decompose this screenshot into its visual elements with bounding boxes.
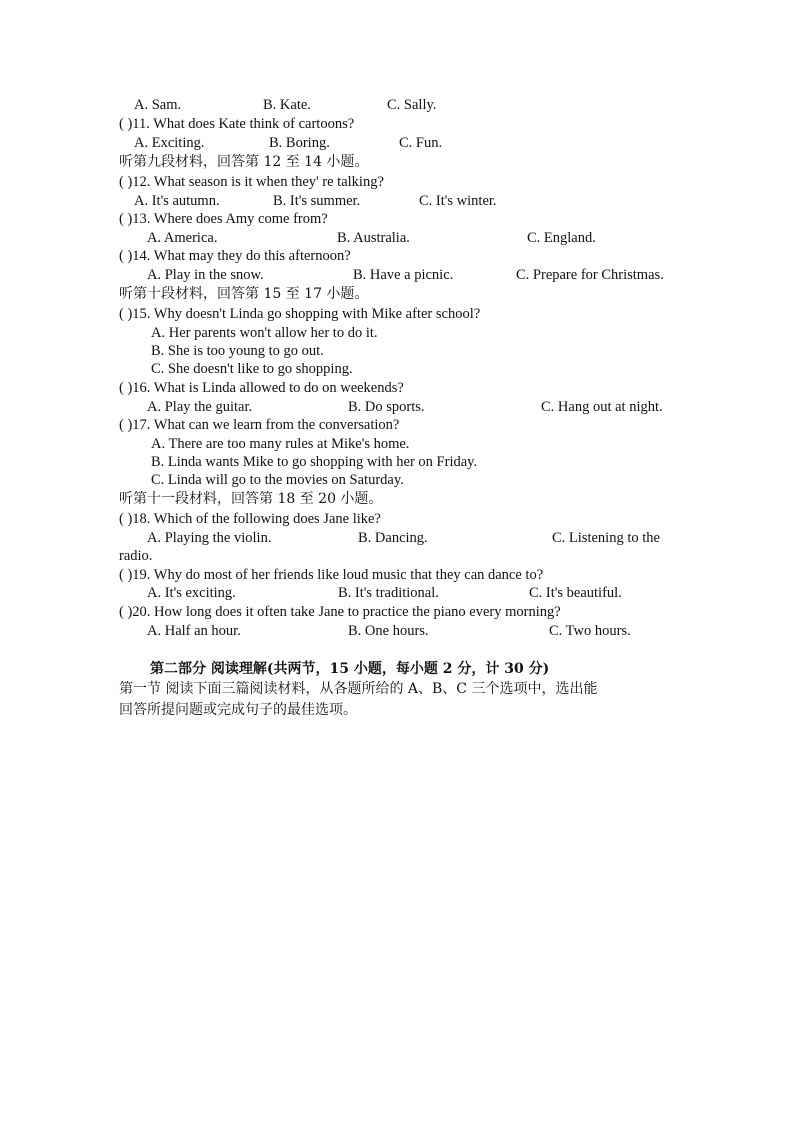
q11-option-c: C. Fun.	[399, 135, 443, 151]
q20-stem: ( )20. How long does it often take Jane to practice the piano every morning?	[119, 604, 561, 620]
q15-option-b: B. She is too young to go out.	[151, 343, 324, 359]
q15-stem: ( )15. Why doesn't Linda go shopping with Mike after school?	[119, 306, 481, 322]
q12-option-a: A. It's autumn.	[134, 193, 220, 209]
q19-stem: ( )19. Why do most of her friends like loud music that they can dance to?	[119, 567, 544, 583]
q14-stem: ( )14. What may they do this afternoon?	[119, 248, 351, 264]
q10-option-b: B. Kate.	[263, 97, 311, 113]
q11-option-b: B. Boring.	[269, 135, 330, 151]
q13-option-a: A. America.	[147, 230, 218, 246]
q18-option-c-continued: radio.	[119, 548, 153, 564]
q14-option-b: B. Have a picnic.	[353, 267, 454, 283]
q15-option-c: C. She doesn't like to go shopping.	[151, 361, 353, 377]
q20-option-a: A. Half an hour.	[147, 623, 241, 639]
q16-option-c: C. Hang out at night.	[541, 399, 663, 415]
q17-option-c: C. Linda will go to the movies on Saturday.	[151, 472, 404, 488]
q16-option-b: B. Do sports.	[348, 399, 425, 415]
q19-option-a: A. It's exciting.	[147, 585, 236, 601]
q18-option-b: B. Dancing.	[358, 530, 428, 546]
section-9-instruction: 听第九段材料，回答第 12 至 14 小题。	[119, 154, 369, 170]
q11-stem: ( )11. What does Kate think of cartoons?	[119, 116, 355, 132]
q18-option-c: C. Listening to the	[552, 530, 660, 546]
q16-option-a: A. Play the guitar.	[147, 399, 253, 415]
q12-option-b: B. It's summer.	[273, 193, 361, 209]
q14-option-a: A. Play in the snow.	[147, 267, 264, 283]
section-10-instruction: 听第十段材料，回答第 15 至 17 小题。	[119, 286, 369, 302]
q13-stem: ( )13. Where does Amy come from?	[119, 211, 328, 227]
q17-option-a: A. There are too many rules at Mike's home.	[151, 436, 410, 452]
q12-stem: ( )12. What season is it when they' re talking?	[119, 174, 384, 190]
q10-option-c: C. Sally.	[387, 97, 437, 113]
q18-stem: ( )18. Which of the following does Jane like?	[119, 511, 381, 527]
q20-option-b: B. One hours.	[348, 623, 429, 639]
q19-option-b: B. It's traditional.	[338, 585, 439, 601]
q14-option-c: C. Prepare for Christmas.	[516, 267, 664, 283]
q18-option-a: A. Playing the violin.	[147, 530, 272, 546]
section-11-instruction: 听第十一段材料，回答第 18 至 20 小题。	[119, 491, 383, 507]
part-2-intro-line-1: 第一节 阅读下面三篇阅读材料，从各题所给的 A、B、C 三个选项中，选出能	[119, 681, 598, 697]
q19-option-c: C. It's beautiful.	[529, 585, 622, 601]
q13-option-b: B. Australia.	[337, 230, 410, 246]
q10-option-a: A. Sam.	[134, 97, 182, 113]
q15-option-a: A. Her parents won't allow her to do it.	[151, 325, 378, 341]
q17-option-b: B. Linda wants Mike to go shopping with her on Friday.	[151, 454, 478, 470]
q13-option-c: C. England.	[527, 230, 596, 246]
q16-stem: ( )16. What is Linda allowed to do on weekends?	[119, 380, 404, 396]
q11-option-a: A. Exciting.	[134, 135, 205, 151]
part-2-heading: 第二部分 阅读理解(共两节，15 小题，每小题 2 分，计 30 分)	[150, 661, 550, 677]
q17-stem: ( )17. What can we learn from the conversation?	[119, 417, 400, 433]
q20-option-c: C. Two hours.	[549, 623, 631, 639]
part-2-intro-line-2: 回答所提问题或完成句子的最佳选项。	[119, 702, 357, 718]
q12-option-c: C. It's winter.	[419, 193, 497, 209]
